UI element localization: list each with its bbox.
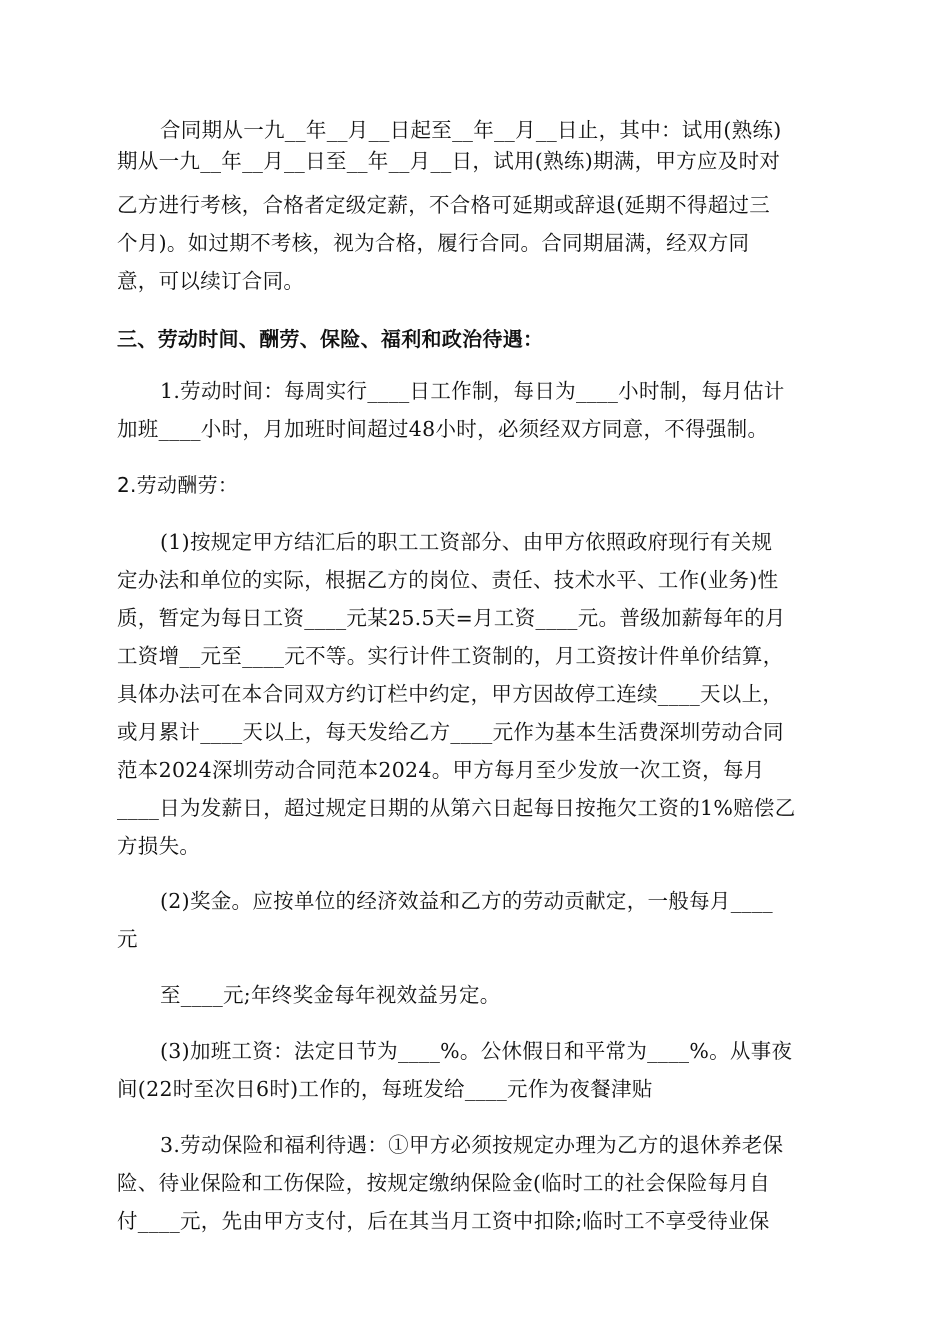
insurance-line-3: 付____元，先由甲方支付，后在其当月工资中扣除;临时工不享受待业保 (117, 1209, 770, 1233)
contract-term-line-4: 个月)。如过期不考核，视为合格，履行合同。合同期届满，经双方同 (117, 231, 750, 255)
wage-line-3: 质，暂定为每日工资____元某25.5天=月工资____元。普级加薪每年的月 (117, 606, 786, 630)
contract-term-line-5: 意，可以续订合同。 (117, 269, 305, 293)
wage-line-8: ____日为发薪日，超过规定日期的从第六日起每日按拖欠工资的1%赔偿乙 (117, 796, 796, 820)
wage-line-1: (1)按规定甲方结汇后的职工工资部分、由甲方依照政府现行有关规 (160, 530, 773, 554)
wage-line-4: 工资增__元至____元不等。实行计件工资制的，月工资按计件单价结算， (117, 644, 784, 668)
wage-line-5: 具体办法可在本合同双方约订栏中约定，甲方因故停工连续____天以上， (117, 682, 784, 706)
wage-line-7: 范本2024深圳劳动合同范本2024。甲方每月至少发放一次工资，每月 (117, 758, 765, 782)
working-time-line-1: 1.劳动时间：每周实行____日工作制，每日为____小时制，每月估计 (160, 379, 785, 403)
wage-line-2: 定办法和单位的实际，根据乙方的岗位、责任、技术水平、工作(业务)性 (117, 568, 779, 592)
insurance-line-1: 3.劳动保险和福利待遇：①甲方必须按规定办理为乙方的退休养老保 (160, 1133, 784, 1157)
contract-term-line-2: 期从一九__年__月__日至__年__月__日，试用(熟练)期满，甲方应及时对 (117, 149, 781, 173)
working-time-line-2: 加班____小时，月加班时间超过48小时，必须经双方同意，不得强制。 (117, 417, 769, 441)
contract-term-line-3: 乙方进行考核，合格者定级定薪，不合格可延期或辞退(延期不得超过三 (117, 193, 771, 217)
insurance-line-2: 险、待业保险和工伤保险，按规定缴纳保险金(临时工的社会保险每月自 (117, 1171, 771, 1195)
wage-line-6: 或月累计____天以上，每天发给乙方____元作为基本生活费深圳劳动合同 (117, 720, 784, 744)
overtime-line-2: 间(22时至次日6时)工作的，每班发给____元作为夜餐津贴 (117, 1077, 653, 1101)
overtime-line-1: (3)加班工资：法定日节为____%。公休假日和平常为____%。从事夜 (160, 1039, 793, 1063)
wage-line-9: 方损失。 (117, 834, 201, 858)
remuneration-heading: 2.劳动酬劳： (117, 473, 239, 497)
bonus-line-1: (2)奖金。应按单位的经济效益和乙方的劳动贡献定，一般每月____ (160, 889, 773, 913)
bonus-line-3: 至____元;年终奖金每年视效益另定。 (160, 983, 501, 1007)
section-three-heading: 三、劳动时间、酬劳、保险、福利和政治待遇： (117, 327, 544, 351)
bonus-line-2: 元 (117, 927, 138, 951)
contract-term-line-1: 合同期从一九__年__月__日起至__年__月__日止，其中：试用(熟练) (160, 118, 782, 142)
